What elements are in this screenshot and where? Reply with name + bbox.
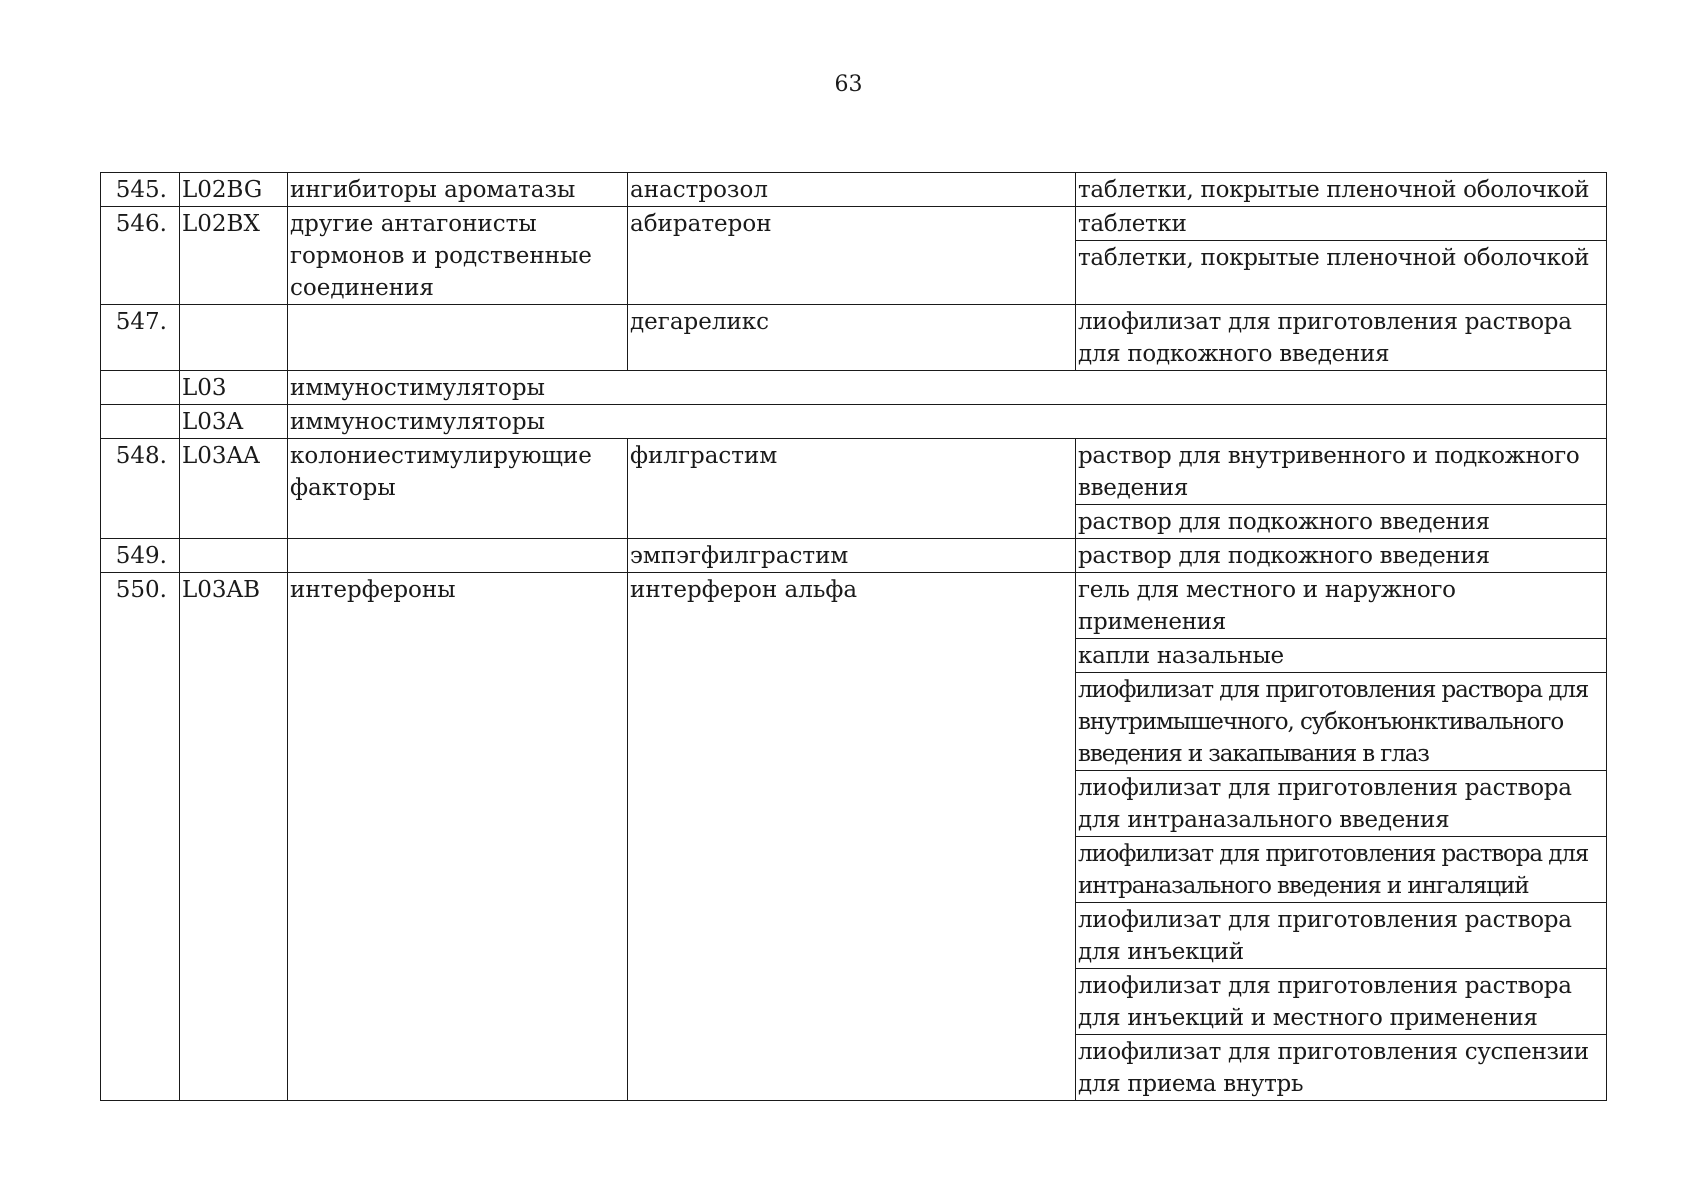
dosage-form: таблетки, покрытые пленочной оболочкой <box>1076 173 1607 207</box>
atc-code <box>180 305 288 371</box>
group-name <box>288 539 628 573</box>
dosage-form: лиофилизат для приготовления раствора для интраназального введения <box>1076 771 1607 837</box>
dosage-form: лиофилизат для приготовления раствора для внутримышечного, субконъюнктивального введения и закапывания в глаз <box>1076 673 1607 771</box>
atc-code: L02BX <box>180 207 288 305</box>
dosage-form: лиофилизат для приготовления раствора для подкожного введения <box>1076 305 1607 371</box>
atc-code: L02BG <box>180 173 288 207</box>
substance-name: эмпэгфилграстим <box>628 539 1076 573</box>
group-name: интерфероны <box>288 573 628 1101</box>
row-number: 550. <box>101 573 180 1101</box>
drug-table <box>100 172 1607 1101</box>
substance-name: дегареликс <box>628 305 1076 371</box>
dosage-form: раствор для подкожного введения <box>1076 505 1607 539</box>
group-name: колониестимулирующие факторы <box>288 439 628 539</box>
atc-code: L03 <box>180 371 288 405</box>
atc-code: L03AB <box>180 573 288 1101</box>
page-number: 63 <box>834 72 863 97</box>
group-name <box>288 305 628 371</box>
substance-name: филграстим <box>628 439 1076 539</box>
dosage-form: лиофилизат для приготовления раствора для интраназального введения и ингаляций <box>1076 837 1607 903</box>
dosage-form: таблетки <box>1076 207 1607 241</box>
table-row <box>101 305 1607 371</box>
dosage-form: гель для местного и наружного применения <box>1076 573 1607 639</box>
group-name: другие антагонисты гормонов и родственные соединения <box>288 207 628 305</box>
atc-code <box>180 539 288 573</box>
table-row <box>101 207 1607 241</box>
substance-name: абиратерон <box>628 207 1076 305</box>
table-row <box>101 173 1607 207</box>
row-number <box>101 371 180 405</box>
atc-code: L03A <box>180 405 288 439</box>
row-number <box>101 405 180 439</box>
table-row <box>101 439 1607 505</box>
dosage-form: лиофилизат для приготовления раствора для инъекций <box>1076 903 1607 969</box>
table-row <box>101 573 1607 639</box>
dosage-form: таблетки, покрытые пленочной оболочкой <box>1076 241 1607 305</box>
table-row <box>101 405 1607 439</box>
table-row <box>101 539 1607 573</box>
atc-code: L03AA <box>180 439 288 539</box>
row-number: 547. <box>101 305 180 371</box>
table-row <box>101 371 1607 405</box>
group-name: ингибиторы ароматазы <box>288 173 628 207</box>
row-number: 545. <box>101 173 180 207</box>
section-title: иммуностимуляторы <box>288 405 1607 439</box>
dosage-form: лиофилизат для приготовления суспензии для приема внутрь <box>1076 1035 1607 1101</box>
substance-name: интерферон альфа <box>628 573 1076 1101</box>
dosage-form: раствор для подкожного введения <box>1076 539 1607 573</box>
dosage-form: раствор для внутривенного и подкожного введения <box>1076 439 1607 505</box>
dosage-form: лиофилизат для приготовления раствора для инъекций и местного применения <box>1076 969 1607 1035</box>
section-title: иммуностимуляторы <box>288 371 1607 405</box>
row-number: 549. <box>101 539 180 573</box>
substance-name: анастрозол <box>628 173 1076 207</box>
dosage-form: капли назальные <box>1076 639 1607 673</box>
row-number: 546. <box>101 207 180 305</box>
row-number: 548. <box>101 439 180 539</box>
